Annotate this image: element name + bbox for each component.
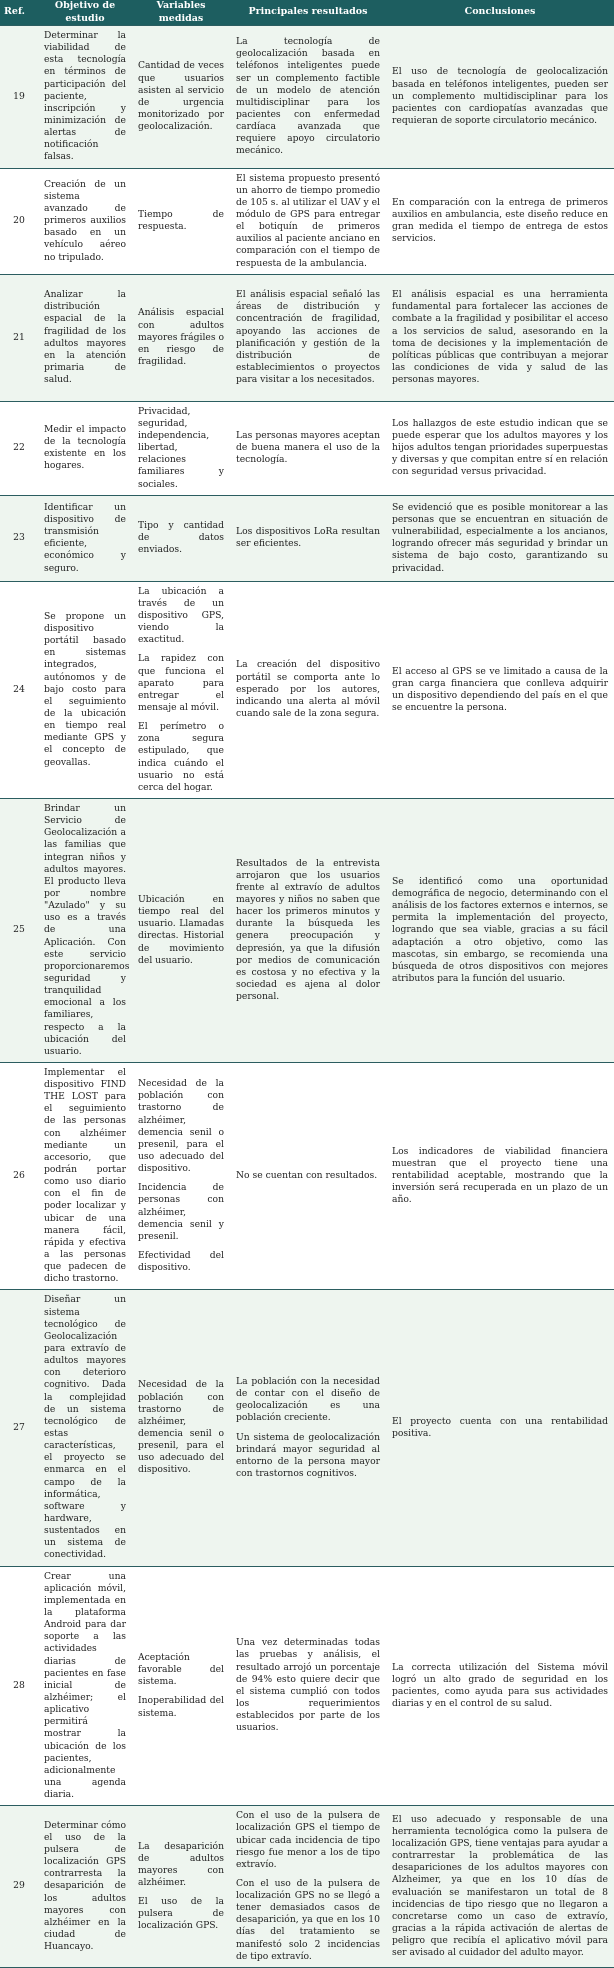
table-row (0, 495, 614, 581)
cell-objetivo: Crear una aplicación móvil, implementada en la plataforma Android para dar soporte a las actividades diarias de pacientes en fase inicial de alzhéimer; el aplicativo permitirá mostrar la ubicación de los pacientes, adicionalmente una agenda diaria. (38, 1566, 132, 1806)
cell-variables-paragraph: La ubicación a través de un dispositivo GPS, viendo la exactitud. (138, 585, 224, 646)
cell-conclusiones: Los hallazgos de este estudio indican que se puede esperar que los adultos mayores y los hijos adultos tengan prioridades superpuestas y diversas y que compitan entre sí en relación con seguridad versus privacidad. (386, 401, 614, 495)
cell-variables: Ubicación en tiempo real del usuario. Llamadas directas. Historial de movimiento del usuario. (132, 798, 230, 1062)
cell-objetivo: Determinar la viabilidad de esta tecnología en términos de participación del paciente, inscripción y minimización de alertas de notificación falsas. (38, 26, 132, 169)
cell-objetivo: Diseñar un sistema tecnológico de Geolocalización para extravío de adultos mayores con deterioro cognitivo. Dada la complejidad de un sistema tecnológico de estas características, el proyecto se enmarca en el campo de la informática, software y hardware, sustentados en un sistema de conectividad. (38, 1290, 132, 1566)
cell-variables-paragraph: Inoperabilidad del sistema. (138, 1695, 224, 1719)
cell-resultados (230, 1290, 386, 1566)
cell-conclusiones: El análisis espacial es una herramienta fundamental para fortalecer las acciones de combate a la fragilidad y posibilitar el acceso a los servicios de salud, asesorando en la toma de decisiones y la implementación de políticas públicas que contribuyan a mejorar las condiciones de vida y salud de las personas mayores. (386, 274, 614, 401)
header-resultados: Principales resultados (230, 0, 386, 26)
cell-variables-paragraph: El uso de la pulsera de localización GPS. (138, 1896, 224, 1932)
cell-resultados-paragraph: Con el uso de la pulsera de localización GPS el tiempo de ubicar cada incidencia de tipo riesgo fue menor a los de tipo extravío. (236, 1810, 380, 1870)
cell-objetivo: Implementar el dispositivo FIND THE LOST para el seguimiento de las personas con alzhéimer mediante un accesorio, que podrán portar como uso diario con el fin de poder localizar y ubicar de una manera fácil, rápida y efectiva a las personas que padecen de dicho trastorno. (38, 1062, 132, 1290)
table-row (0, 401, 614, 495)
cell-conclusiones: Se evidenció que es posible monitorear a las personas que se encuentran en situación de vulnerabilidad, especialmente a los ancianos, logrando ofrecer más seguridad y brindar un sistema de bajo costo, garantizando su privacidad. (386, 495, 614, 581)
cell-resultados: La tecnología de geolocalización basada en teléfonos inteligentes puede ser un complemento factible de un modelo de atención multidisciplinar para los pacientes con enfermedad cardíaca avanzada que requiere apoyo circulatorio mecánico. (230, 26, 386, 169)
cell-ref: 23 (0, 495, 38, 581)
cell-variables: Análisis espacial con adultos mayores frágiles o en riesgo de fragilidad. (132, 274, 230, 401)
cell-conclusiones: El uso de tecnología de geolocalización basada en teléfonos inteligentes, pueden ser un complemento multidisciplinar para los pacientes con cardiopatías avanzadas que requieran de soporte circulatorio mecánico. (386, 26, 614, 169)
table-row (0, 1806, 614, 1968)
cell-resultados: El sistema propuesto presentó un ahorro de tiempo promedio de 105 s. al utilizar el UAV y el módulo de GPS para entregar el botiquín de primeros auxilios al paciente anciano en comparación con el tiempo de respuesta de la ambulancia. (230, 168, 386, 274)
cell-resultados: Las personas mayores aceptan de buena manera el uso de la tecnología. (230, 401, 386, 495)
cell-variables-paragraph: Incidencia de personas con alzhéimer, demencia senil y presenil. (138, 1182, 224, 1242)
cell-resultados: No se cuentan con resultados. (230, 1062, 386, 1290)
cell-ref: 25 (0, 798, 38, 1062)
table-row (0, 168, 614, 274)
cell-ref: 28 (0, 1566, 38, 1806)
table-row (0, 274, 614, 401)
cell-variables: Tiempo de respuesta. (132, 168, 230, 274)
cell-objetivo: Analizar la distribución espacial de la fragilidad de los adultos mayores en la atención primaria de salud. (38, 274, 132, 401)
cell-resultados: Una vez determinadas todas las pruebas y análisis, el resultado arrojó un porcentaje de 94% esto quiere decir que el sistema cumplió con todos los requerimientos establecidos por parte de los usuarios. (230, 1566, 386, 1806)
cell-variables-paragraph: La rapidez con que funciona el aparato para entregar el mensaje al móvil. (138, 653, 224, 713)
table-row (0, 1566, 614, 1806)
cell-ref: 27 (0, 1290, 38, 1566)
table-row (0, 1062, 614, 1290)
header-variables: Variables medidas (132, 0, 230, 26)
cell-resultados-paragraph: Un sistema de geolocalización brindará mayor seguridad al entorno de la persona mayor con trastornos cognitivos. (236, 1431, 380, 1479)
cell-conclusiones: El proyecto cuenta con una rentabilidad positiva. (386, 1290, 614, 1566)
cell-variables: Cantidad de veces que usuarios asisten al servicio de urgencia monitorizado por geolocalización. (132, 26, 230, 169)
cell-conclusiones: El acceso al GPS se ve limitado a causa de la gran carga financiera que conlleva adquirir un dispositivo dependiendo del país en el que se encuentre la persona. (386, 581, 614, 798)
cell-ref: 21 (0, 274, 38, 401)
cell-variables-paragraph: Efectividad del dispositivo. (138, 1249, 224, 1274)
cell-ref: 22 (0, 401, 38, 495)
cell-variables: Necesidad de la población con trastorno de alzhéimer, demencia senil o presenil, para el uso adecuado del dispositivo. (132, 1290, 230, 1566)
header-conclusiones: Conclusiones (386, 0, 614, 26)
table-row (0, 1290, 614, 1566)
cell-objetivo: Determinar cómo el uso de la pulsera de localización GPS contrarresta la desaparición de los adultos mayores con alzhéimer en la ciudad de Huancayo. (38, 1806, 132, 1968)
cell-objetivo: Brindar un Servicio de Geolocalización a las familias que integran niños y adultos mayores. El producto lleva por nombre "Azulado" y su uso es a través de una Aplicación. Con este servicio proporcionaremos seguridad y tranquilidad emocional a los familiares, respecto a la ubicación del usuario. (38, 798, 132, 1062)
cell-ref: 26 (0, 1062, 38, 1290)
cell-conclusiones: El uso adecuado y responsable de una herramienta tecnológica como la pulsera de localización GPS, tiene ventajas para ayudar a contrarrestar la problemática de las desapariciones de los adultos mayores con Alzheimer, ya que en los 10 días de evaluación se manifestaron un total de 8 incidencias de tipo riesgo que no llegaron a concretarse como un caso de extravío, gracias a la rápida activación de alertas de peligro que recibía el aplicativo móvil para ser avisado al cuidador del adulto mayor. (386, 1806, 614, 1968)
cell-objetivo: Medir el impacto de la tecnología existente en los hogares. (38, 401, 132, 495)
cell-variables (132, 1806, 230, 1968)
cell-objetivo: Identificar un dispositivo de transmisión eficiente, económico y seguro. (38, 495, 132, 581)
cell-variables-paragraph: Aceptación favorable del sistema. (138, 1652, 224, 1688)
cell-conclusiones: La correcta utilización del Sistema móvil logró un alto grado de seguridad en los pacientes, como ayuda para sus actividades diarias y en el control de su salud. (386, 1566, 614, 1806)
cell-variables: Tipo y cantidad de datos enviados. (132, 495, 230, 581)
table-row (0, 798, 614, 1062)
cell-resultados: La creación del dispositivo portátil se comporta ante lo esperado por los autores, indicando una alerta al móvil cuando sale de la zona segura. (230, 581, 386, 798)
table-header (0, 0, 614, 26)
header-objetivo: Objetivo de estudio (38, 0, 132, 26)
cell-variables: Privacidad, seguridad, independencia, libertad, relaciones familiares y sociales. (132, 401, 230, 495)
cell-variables (132, 581, 230, 798)
cell-ref: 29 (0, 1806, 38, 1968)
header-ref: Ref. (0, 0, 38, 26)
cell-ref: 24 (0, 581, 38, 798)
cell-resultados-paragraph: Con el uso de la pulsera de localización GPS no se llegó a tener demasiados casos de desaparición, ya que en los 10 días del tratamiento se manifestó solo 2 incidencias de tipo extravío. (236, 1877, 380, 1962)
cell-variables-paragraph: La desaparición de adultos mayores con alzhéimer. (138, 1840, 224, 1888)
table-row (0, 26, 614, 169)
table-body (0, 26, 614, 1968)
cell-resultados: Resultados de la entrevista arrojaron que los usuarios frente al extravío de adultos mayores y niños no saben que hacer los primeros minutos y durante la búsqueda les genera preocupación y depresión, ya que la difusión por medios de comunicación es costosa y no efectiva y la sociedad es ajena al dolor personal. (230, 798, 386, 1062)
cell-resultados: El análisis espacial señaló las áreas de distribución y concentración de fragilidad, apoyando las acciones de planificación y gestión de la distribución de establecimientos o proyectos para visitar a los necesitados. (230, 274, 386, 401)
cell-variables-paragraph: El perímetro o zona segura estipulado, que indica cuándo el usuario no está cerca del hogar. (138, 721, 224, 793)
cell-resultados-paragraph: La población con la necesidad de contar con el diseño de geolocalización es una población creciente. (236, 1375, 380, 1424)
cell-conclusiones: Los indicadores de viabilidad financiera muestran que el proyecto tiene una rentabilidad aceptable, mostrando que la inversión será recuperada en un plazo de un año. (386, 1062, 614, 1290)
cell-conclusiones: En comparación con la entrega de primeros auxilios en ambulancia, este diseño reduce en gran medida el tiempo de entrega de estos servicios. (386, 168, 614, 274)
cell-variables (132, 1062, 230, 1290)
cell-objetivo: Creación de un sistema avanzado de primeros auxilios basado en un vehículo aéreo no tripulado. (38, 168, 132, 274)
cell-variables (132, 1566, 230, 1806)
cell-variables-paragraph: Necesidad de la población con trastorno de alzhéimer, demencia senil o presenil, para el uso adecuado del dispositivo. (138, 1078, 224, 1175)
cell-objetivo: Se propone un dispositivo portátil basado en sistemas integrados, autónomos y de bajo costo para el seguimiento de la ubicación en tiempo real mediante GPS y el concepto de geovallas. (38, 581, 132, 798)
cell-resultados (230, 1806, 386, 1968)
cell-ref: 19 (0, 26, 38, 169)
table-row (0, 581, 614, 798)
cell-ref: 20 (0, 168, 38, 274)
cell-conclusiones: Se identificó como una oportunidad demográfica de negocio, determinando con el análisis de los factores externos e internos, se permita la implementación del proyecto, logrando que sea viable, gracias a su fácil adaptación a otro objetivo, como las mascotas, sin embargo, se recomienda una búsqueda de otros dispositivos con mejores atributos para la función del usuario. (386, 798, 614, 1062)
cell-resultados: Los dispositivos LoRa resultan ser eficientes. (230, 495, 386, 581)
